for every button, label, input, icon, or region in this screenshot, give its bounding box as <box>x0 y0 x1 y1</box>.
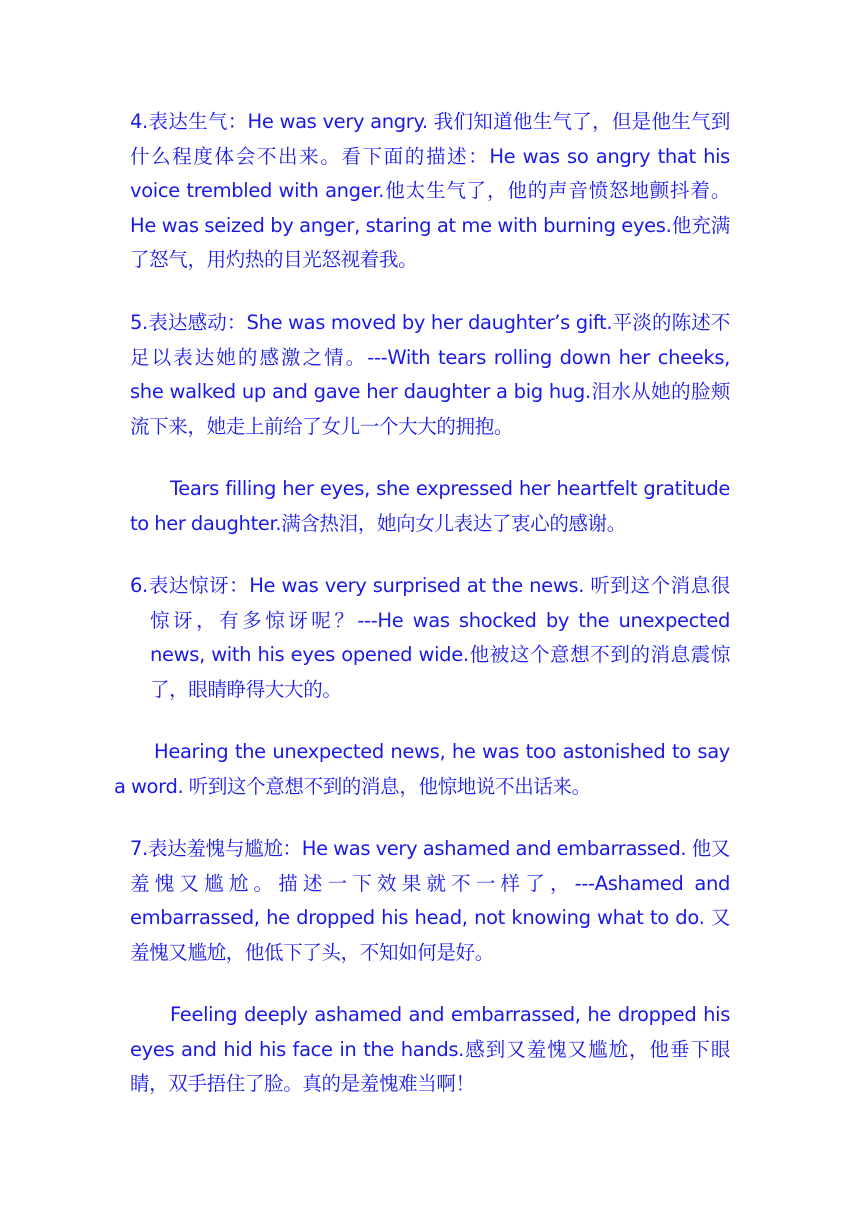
paragraph-moved: 5.表达感动：She was moved by her daughter’s gift.平淡的陈述不足以表达她的感激之情。---With tears rolling down her cheeks, she walked up and gave her daughter a big hug.泪水从她的脸颊流下来，她走上前给了女儿一个大大的拥抱。 <box>130 311 730 438</box>
paragraph-ashamed: 7.表达羞愧与尴尬：He was very ashamed and embarrassed. 他又羞愧又尴尬。描述一下效果就不一样了，---Ashamed and embarrassed, he dropped his head, not knowing what to do. 又羞愧又尴尬，他低下了头，不知如何是好。 <box>130 837 730 964</box>
paragraph-ashamed-example: Feeling deeply ashamed and embarrassed, he dropped his eyes and hid his face in the hands.感到又羞愧又尴尬，他垂下眼睛，双手捂住了脸。真的是羞愧难当啊！ <box>130 1003 730 1095</box>
paragraph-surprise: 6.表达惊讶：He was very surprised at the news. 听到这个消息很惊讶，有多惊讶呢？---He was shocked by the unexpected news, with his eyes opened wide.他被这个意想不到的消息震惊了，眼睛睁得大大的。 <box>130 574 730 701</box>
paragraph-moved-example: Tears filling her eyes, she expressed her heartfelt gratitude to her daughter.满含热泪，她向女儿表达了衷心的感谢。 <box>130 477 730 535</box>
paragraph-anger: 4.表达生气：He was very angry. 我们知道他生气了，但是他生气到什么程度体会不出来。看下面的描述：He was so angry that his voice trembled with anger.他太生气了，他的声音愤怒地颤抖着。He was seized by anger, staring at me with burning eyes.他充满了怒气，用灼热的目光怒视着我。 <box>130 110 730 271</box>
paragraph-surprise-example: Hearing the unexpected news, he was too astonished to say a word. 听到这个意想不到的消息，他惊地说不出话来。 <box>114 740 730 798</box>
